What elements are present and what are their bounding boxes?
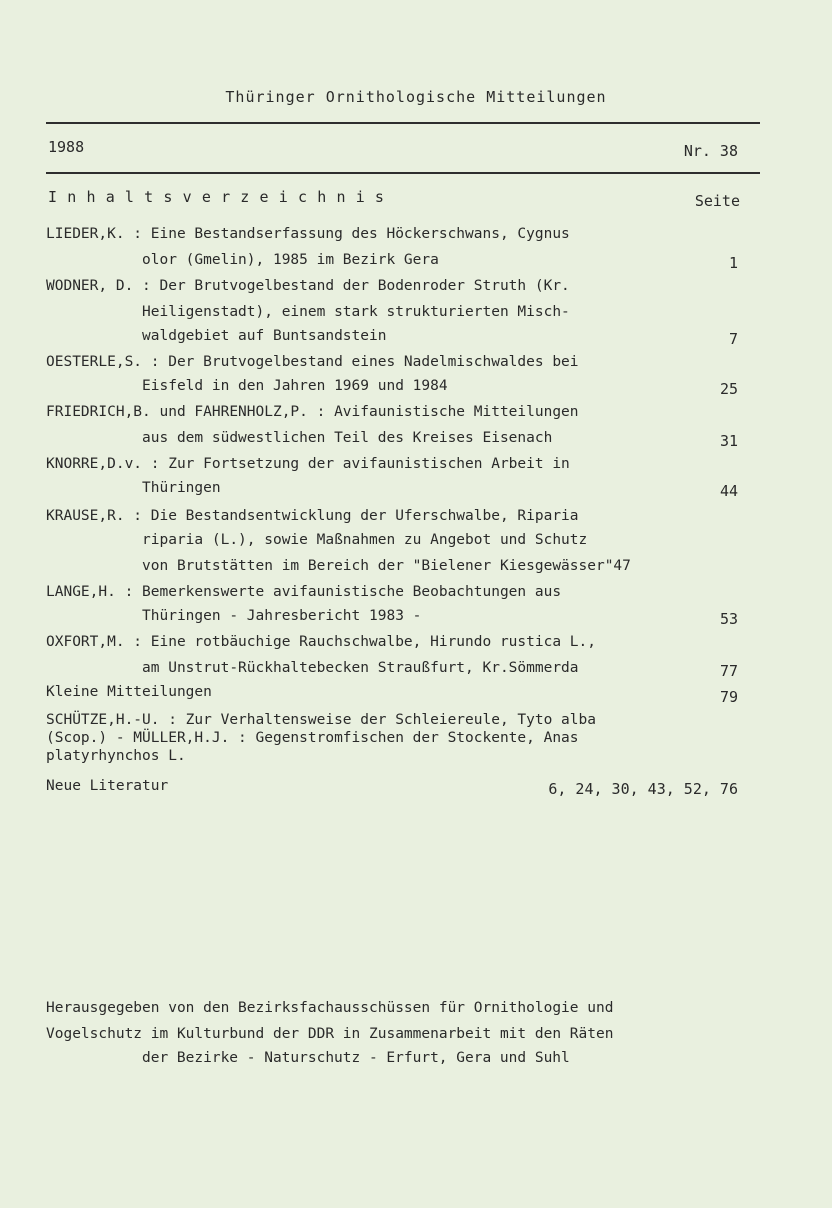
second-rule (46, 172, 760, 174)
toc-entry-line: riparia (L.), sowie Maßnahmen zu Angebot und Schutz (46, 532, 588, 548)
toc-entry-line: platyrhynchos L. (46, 748, 186, 764)
toc-entry-line: OESTERLE,S. : Der Brutvogelbestand eines Nadelmischwaldes bei (46, 354, 579, 370)
top-rule (46, 122, 760, 124)
toc-entry-line: LANGE,H. : Bemerkenswerte avifaunistische Beobachtungen aus (46, 584, 562, 600)
toc-entry-line: von Brutstätten im Bereich der "Bielener Kiesgewässer"47 (46, 558, 631, 574)
toc-entry-line: OXFORT,M. : Eine rotbäuchige Rauchschwalbe, Hirundo rustica L., (46, 634, 596, 650)
toc-page-number: 7 (728, 330, 738, 348)
toc-entry-line: aus dem südwestlichen Teil des Kreises Eisenach (46, 430, 553, 446)
toc-entry-line: olor (Gmelin), 1985 im Bezirk Gera (46, 252, 439, 268)
toc-page-number: 53 (719, 610, 738, 628)
toc-page-number: 77 (719, 662, 738, 680)
toc-page-number: 25 (719, 380, 738, 398)
journal-title: Thüringer Ornithologische Mitteilungen (225, 88, 607, 106)
toc-entry-line: Kleine Mitteilungen (46, 684, 212, 700)
toc-page-number: 1 (728, 254, 738, 272)
toc-heading: Inhaltsverzeichnis (48, 188, 395, 206)
toc-page-number: 6, 24, 30, 43, 52, 76 (548, 780, 738, 798)
toc-page-number: 79 (719, 688, 738, 706)
toc-entry-line: Heiligenstadt), einem stark strukturierten Misch- (46, 304, 570, 320)
page-column-heading: Seite (694, 192, 740, 210)
toc-entry-line: waldgebiet auf Buntsandstein (46, 328, 387, 344)
toc-page-number: 44 (719, 482, 738, 500)
toc-entry-line: Neue Literatur (46, 778, 169, 794)
footer-line: Herausgegeben von den Bezirksfachausschüssen für Ornithologie und (46, 1000, 614, 1016)
toc-entry-line: FRIEDRICH,B. und FAHRENHOLZ,P. : Avifaunistische Mitteilungen (46, 404, 579, 420)
issue-number: Nr. 38 (683, 142, 738, 160)
toc-entry-line: Eisfeld in den Jahren 1969 und 1984 (46, 378, 448, 394)
toc-entry-line: am Unstrut-Rückhaltebecken Straußfurt, Kr.Sömmerda (46, 660, 579, 676)
toc-page-number: 31 (719, 432, 738, 450)
toc-entry-line: LIEDER,K. : Eine Bestandserfassung des Höckerschwans, Cygnus (46, 226, 570, 242)
toc-entry-line: (Scop.) - MÜLLER,H.J. : Gegenstromfischen der Stockente, Anas (46, 730, 579, 746)
year: 1988 (48, 138, 85, 156)
toc-entry-line: KRAUSE,R. : Die Bestandsentwicklung der Uferschwalbe, Riparia (46, 508, 579, 524)
toc-entry-line: KNORRE,D.v. : Zur Fortsetzung der avifaunistischen Arbeit in (46, 456, 570, 472)
footer-line: der Bezirke - Naturschutz - Erfurt, Gera und Suhl (142, 1050, 570, 1066)
toc-entry-line: Thüringen - Jahresbericht 1983 - (46, 608, 422, 624)
toc-entry-line: WODNER, D. : Der Brutvogelbestand der Bodenroder Struth (Kr. (46, 278, 570, 294)
toc-entry-line: Thüringen (46, 480, 221, 496)
footer-line: Vogelschutz im Kulturbund der DDR in Zusammenarbeit mit den Räten (46, 1026, 614, 1042)
toc-entry-line: SCHÜTZE,H.-U. : Zur Verhaltensweise der Schleiereule, Tyto alba (46, 712, 596, 728)
